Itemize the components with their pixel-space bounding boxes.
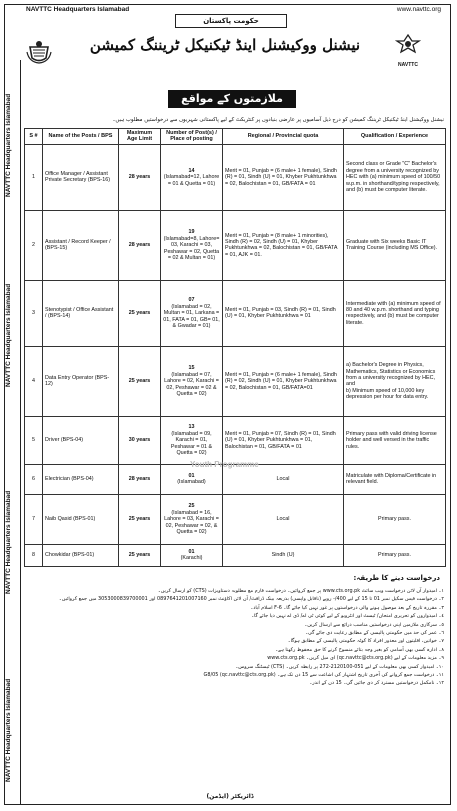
cell-posts bbox=[161, 416, 223, 464]
table-header-row bbox=[25, 129, 446, 145]
cell-qual bbox=[344, 346, 446, 416]
sidebar-divider bbox=[20, 60, 21, 805]
cell-posts bbox=[161, 280, 223, 346]
pakistan-emblem-icon bbox=[26, 38, 52, 64]
list-item: ٣۔ مقررہ تاریخ کے بعد موصول ہونے والی درخواستوں پر غور نہیں کیا جائے گا۔ F-6 اسلام آباد۔ bbox=[250, 604, 444, 611]
post-count: 13 bbox=[188, 424, 195, 431]
col-header: Name of the Posts / BPS bbox=[43, 129, 119, 145]
sidebar-label: NAVTTC Headquarters Islamabad bbox=[5, 283, 12, 387]
navttc-logo bbox=[386, 34, 430, 66]
cell-posts bbox=[161, 544, 223, 566]
table-row bbox=[25, 346, 446, 416]
cell-sn: 2 bbox=[25, 210, 43, 280]
list-item: ٤۔ امیدواروں کو تحریری امتحان/ ٹیسٹ اور انٹرویو کے لیے کوئی ٹی اے/ ڈی اے نہیں دیا جائے گا۔ bbox=[251, 613, 444, 620]
post-place: (Islamabad) bbox=[177, 479, 206, 486]
cell-sn: 3 bbox=[25, 280, 43, 346]
cell-age: 25 years bbox=[119, 494, 161, 544]
cell-age: 25 years bbox=[119, 346, 161, 416]
cell-quota: Merit = 01, Punjab = (8 male+ 1 minorities), Sindh (R) = 02, Sindh (U) = 01, Khyber Pukhtunkhwa = 02, Balochistan = 01, GB/FATA = 01, AJK = 01. bbox=[223, 210, 344, 280]
cell-quota: Local bbox=[223, 494, 344, 544]
cell-age: 25 years bbox=[119, 280, 161, 346]
govt-label: حکومت پاکستان bbox=[175, 14, 287, 28]
cell-post: Office Manager / Assistant Private Secretary (BPS-16) bbox=[43, 144, 119, 210]
cell-posts bbox=[161, 210, 223, 280]
cell-qual: Primary pass. bbox=[344, 494, 446, 544]
cell-quota: Sindh (U) bbox=[223, 544, 344, 566]
table-row bbox=[25, 280, 446, 346]
cell-age: 30 years bbox=[119, 416, 161, 464]
cell-sn: 5 bbox=[25, 416, 43, 464]
jobs-banner: ملازمتوں کے مواقع bbox=[168, 90, 296, 108]
org-label: NAVTTC Headquarters Islamabad bbox=[26, 6, 130, 13]
cell-sn: 4 bbox=[25, 346, 43, 416]
cell-age: 28 years bbox=[119, 144, 161, 210]
cell-qual: Matriculate with Diploma/Certificate in relevant field. bbox=[344, 464, 446, 494]
cell-qual: Intermediate with (a) minimum speed of 80 and 40 w.p.m. shorthand and typing respectively, and (b) must be computer literate. bbox=[344, 280, 446, 346]
jobs-table bbox=[24, 128, 446, 567]
signature-title: ڈائریکٹر (ایڈمن) bbox=[206, 793, 254, 800]
cell-sn: 1 bbox=[25, 144, 43, 210]
col-header: Maximum Age Limit bbox=[119, 129, 161, 145]
post-count: 19 bbox=[188, 229, 195, 236]
qual-b: b) Minimum speed of 10,000 key depression per hour for data entry. bbox=[346, 387, 429, 401]
table-row bbox=[25, 144, 446, 210]
cell-posts bbox=[161, 346, 223, 416]
cell-quota: Merit = 01, Punjab = (6 male+ 1 female), Sindh (R) = 01, Sindh (U) = 01, Khyber Pukhtunkhwa = 02, Balochistan = 01, GB/FATA = 01 bbox=[223, 144, 344, 210]
table-row bbox=[25, 416, 446, 464]
cell-qual: Primary pass with valid driving license holder and well versed in the traffic rules. bbox=[344, 416, 446, 464]
cell-posts bbox=[161, 144, 223, 210]
sidebar-label: NAVTTC Headquarters Islamabad bbox=[5, 93, 12, 197]
list-item: ٢۔ درخواست فیس سکیل نمبر 01 تا 15 کے لیے 400/- روپے (ناقابل واپسی) بذریعہ بینک ڈرافٹ/ آن لائن اکاؤنٹ نمبر 0897641201007160 اور 3053000839700001 میں جمع کروائیں۔ bbox=[58, 596, 444, 603]
sidebar-label: NAVTTC Headquarters Islamabad bbox=[5, 678, 12, 782]
cell-post: Data Entry Operator (BPS-12) bbox=[43, 346, 119, 416]
list-item: ٨۔ ادارہ کسی بھی آسامی کو بغیر وجہ بتائے منسوخ کرنے کا حق محفوظ رکھتا ہے۔ bbox=[275, 646, 444, 653]
post-place: (Islamabad=12, Lahore = 01 & Quetta = 01) bbox=[163, 174, 220, 187]
col-header: Qualification / Experience bbox=[344, 129, 446, 145]
cell-quota: Merit = 01, Punjab = 07, Sindh (R) = 01, Sindh (U) = 01, Khyber Pukhtunkhwa = 01, Balochistan = 01, GB/FATA = 01 bbox=[223, 416, 344, 464]
cell-sn: 6 bbox=[25, 464, 43, 494]
website-link[interactable]: www.navttc.org bbox=[396, 6, 441, 13]
instructions-heading: درخواست دینے کا طریقہ: bbox=[353, 574, 440, 582]
list-item: ١٢۔ نامکمل درخواستیں مسترد کر دی جائیں گی۔ 15 دن کے اندر۔ bbox=[309, 680, 444, 687]
cell-post: Stenotypist / Office Assistant / (BPS-14) bbox=[43, 280, 119, 346]
cell-post: Naib Qasid (BPS-01) bbox=[43, 494, 119, 544]
post-place: (Karachi) bbox=[180, 555, 203, 562]
post-place: (Islamabad = 16, Lahore = 03, Karachi = 02, Peshawar = 02, & Quetta = 02) bbox=[164, 509, 219, 535]
post-count: 14 bbox=[188, 167, 195, 174]
cell-qual: Graduate with Six weeks Basic IT Training Course (including MS Office). bbox=[344, 210, 446, 280]
cell-age: 28 years bbox=[119, 210, 161, 280]
list-item: ١۔ امیدوار آن لائن درخواست ویب سائٹ www.cts.org.pk پر جمع کروائیں۔ درخواست فارم مع مطلوبہ دستاویزات (CTS) کو ارسال کریں۔ bbox=[157, 588, 444, 594]
post-place: (Islamabad=8, Lahore= 03, Karachi = 03, Peshawar = 02, Quetta = 02 & Multan = 01) bbox=[163, 235, 220, 261]
sidebar-label: NAVTTC Headquarters Islamabad bbox=[5, 490, 12, 595]
post-count: 07 bbox=[188, 297, 195, 304]
cell-post: Electrician (BPS-04) bbox=[43, 464, 119, 494]
list-item: ٧۔ خواتین، اقلیتوں اور معذور افراد کا کوٹہ حکومتی پالیسی کے مطابق ہوگا۔ bbox=[287, 638, 444, 645]
col-header: Regional / Provincial quota bbox=[223, 129, 344, 145]
post-place: (Islamabad = 09, Karachi = 01, Peshawar = 01 & Quetta = 02) bbox=[170, 430, 213, 456]
qual-a: a) Bachelor's Degree in Physics, Mathematics, Statistics or Economics from a university recognized by HEC, and bbox=[346, 362, 436, 388]
page-title: نیشنل ووکیشنل اینڈ ٹیکنیکل ٹریننگ کمیشن bbox=[89, 36, 361, 54]
table-row bbox=[25, 210, 446, 280]
intro-text: نیشنل ووکیشنل اینڈ ٹیکنیکل ٹریننگ کمیشن کو درج ذیل آسامیوں پر عارضی بنیادوں پر کنٹریکٹ کے لیے پاکستانی شہریوں سے درخواستیں مطلوب ہیں۔ bbox=[112, 117, 444, 123]
cell-qual: Second class or Grade "C" Bachelor's degree from a university recognized by HEC with (a) minimum speed of 100/50 w.p.m. in shorthand/typing respectively, and (b) must be computer literate. bbox=[344, 144, 446, 210]
navttc-logo-label: NAVTTC bbox=[398, 62, 418, 68]
list-item: ٩۔ مزید معلومات کے لیے (qc.navttc@cts.org.pk) ای میل کریں۔ www.cts.org.pk bbox=[267, 655, 444, 662]
cell-sn: 7 bbox=[25, 494, 43, 544]
col-header: S # bbox=[25, 129, 43, 145]
cell-age: 28 years bbox=[119, 464, 161, 494]
watermark: Youth Programme bbox=[190, 460, 259, 469]
instructions-list bbox=[24, 588, 444, 689]
cell-post: Assistant / Record Keeper / (BPS-15) bbox=[43, 210, 119, 280]
post-count: 01 bbox=[188, 548, 195, 555]
cell-qual: Primary pass. bbox=[344, 544, 446, 566]
cell-posts bbox=[161, 494, 223, 544]
cell-quota: Merit = 01, Punjab = (6 male+ 1 female), Sindh (R) = 02, Sindh (U) = 01, Khyber Pukhtunkhwa = 02, Balochistan = 01, GB/FATA=01 bbox=[223, 346, 344, 416]
navttc-emblem-icon bbox=[395, 34, 421, 56]
post-place: (Islamabad = 02, Multan = 01, Larkana = 01, FATA = 01, GB= 01, & Gwadar = 01) bbox=[163, 303, 220, 329]
post-count: 01 bbox=[188, 472, 195, 479]
list-item: ١٠۔ امیدوار کسی بھی معلومات کے لیے 051-2120100-272 پر رابطہ کریں۔ (CTS) ٹیسٹنگ سروس۔ bbox=[235, 663, 444, 670]
cell-sn: 8 bbox=[25, 544, 43, 566]
table-row bbox=[25, 544, 446, 566]
cell-post: Chowkidar (BPS-01) bbox=[43, 544, 119, 566]
post-count: 15 bbox=[188, 365, 195, 372]
col-header: Number of Post(s) / Place of posting bbox=[161, 129, 223, 145]
post-count: 25 bbox=[188, 503, 195, 510]
list-item: ٦۔ عمر کی حد میں حکومتی پالیسی کے مطابق رعایت دی جائے گی۔ bbox=[305, 629, 444, 636]
post-place: (Islamabad = 07, Lahore = 02, Karachi = 02, Peshawar = 02 & Quetta = 02) bbox=[164, 371, 219, 397]
table-row bbox=[25, 494, 446, 544]
list-item: ٥۔ سرکاری ملازمین اپنی درخواستیں مناسب ذرائع سے ارسال کریں۔ bbox=[304, 621, 444, 628]
list-item: ١١۔ درخواست جمع کروانے کی آخری تاریخ اشتہار کی اشاعت سے 15 دن تک ہے۔ (qc.navttc@cts.org.pk) G8/05 bbox=[203, 671, 444, 678]
cell-quota: Local bbox=[223, 464, 344, 494]
cell-post: Driver (BPS-04) bbox=[43, 416, 119, 464]
cell-quota: Merit = 01, Punjab = 03, Sindh (R) = 01, Sindh (U) = 01, Khyber Pukhtunkhwa = 01 bbox=[223, 280, 344, 346]
cell-age: 25 years bbox=[119, 544, 161, 566]
